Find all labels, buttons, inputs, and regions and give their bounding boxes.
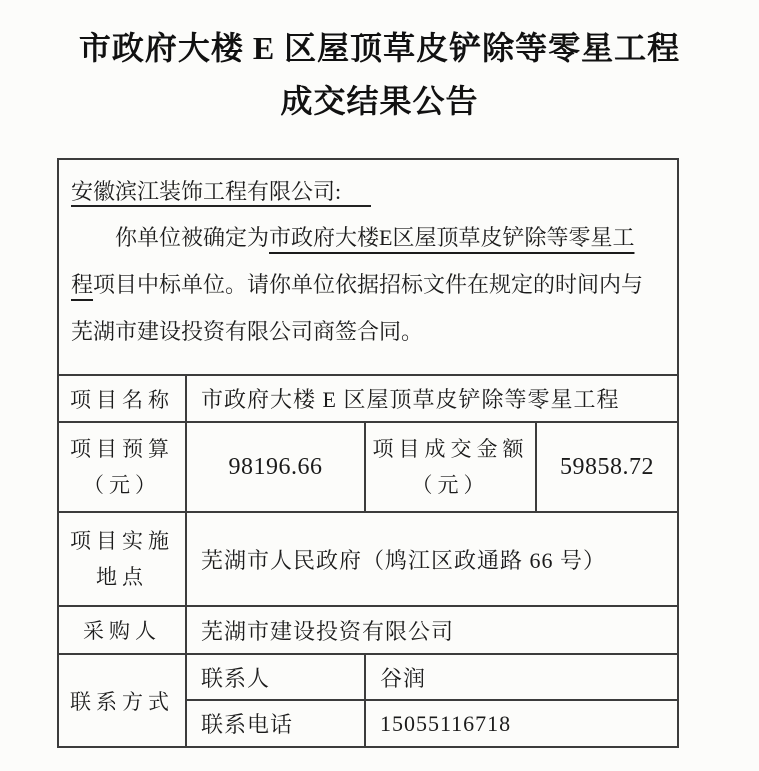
notice-letter-cell xyxy=(58,159,678,375)
contact-phone-value: 15055116718 xyxy=(365,700,678,747)
location-row xyxy=(58,512,678,606)
project-name-underlined-part2: 程 xyxy=(71,272,94,297)
deal-amount-label-line1: 项目成交金额 xyxy=(372,437,529,461)
contact-person-value: 谷润 xyxy=(365,654,678,700)
purchaser-label: 采购人 xyxy=(58,606,186,654)
letter-line-2 xyxy=(71,261,663,308)
letter-salutation-line xyxy=(71,170,663,214)
location-label-line2: 地点 xyxy=(96,565,148,589)
project-name-row xyxy=(58,375,678,422)
result-table xyxy=(57,158,679,748)
purchaser-value: 芜湖市建设投资有限公司 xyxy=(186,606,678,654)
contact-label: 联系方式 xyxy=(58,654,186,747)
project-name-underlined-part1: 市政府大楼E区屋顶草皮铲除等零星工 xyxy=(269,225,635,250)
contact-person-row xyxy=(58,654,678,700)
purchaser-row xyxy=(58,606,678,654)
project-name-value: 市政府大楼 E 区屋顶草皮铲除等零星工程 xyxy=(186,375,678,422)
budget-value: 98196.66 xyxy=(186,422,365,512)
contact-phone-label: 联系电话 xyxy=(186,700,365,747)
budget-label xyxy=(58,422,186,512)
letter-line-3 xyxy=(71,308,663,355)
budget-label-line1: 项目预算 xyxy=(70,437,174,461)
project-name-label: 项目名称 xyxy=(58,375,186,422)
letter-line2-text: 项目中标单位。请你单位依据招标文件在规定的时间内与 xyxy=(93,272,644,297)
budget-label-unit: （元） xyxy=(83,473,161,497)
letter-line1-prefix: 你单位被确定为 xyxy=(115,225,270,250)
contact-person-label: 联系人 xyxy=(186,654,365,700)
location-label xyxy=(58,512,186,606)
letter-paragraph xyxy=(71,214,663,355)
letter-line-1 xyxy=(71,214,663,261)
deal-amount-label xyxy=(365,422,536,512)
budget-row xyxy=(58,422,678,512)
page-title xyxy=(0,0,759,128)
letter-salutation: 安徽滨江装饰工程有限公司: xyxy=(71,179,371,207)
deal-amount-value: 59858.72 xyxy=(536,422,678,512)
location-value: 芜湖市人民政府（鸠江区政通路 66 号） xyxy=(186,512,678,606)
deal-amount-label-unit: （元） xyxy=(411,473,490,497)
notice-letter-row xyxy=(58,159,678,375)
letter-line3-text: 芜湖市建设投资有限公司商签合同。 xyxy=(71,319,424,344)
page-title-line1: 市政府大楼 E 区屋顶草皮铲除等零星工程 xyxy=(78,30,681,66)
page-title-line2: 成交结果公告 xyxy=(280,83,479,119)
location-label-line1: 项目实施 xyxy=(70,529,174,553)
